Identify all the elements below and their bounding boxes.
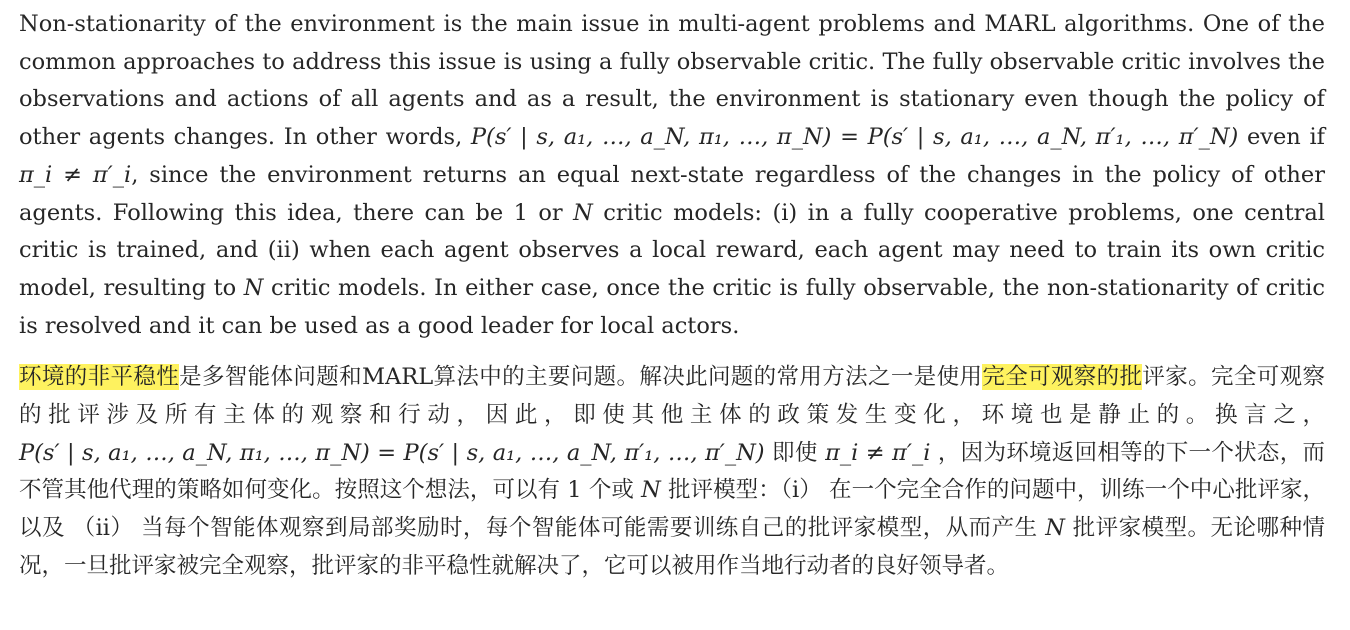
en-equation-main: P(s′ | s, a₁, …, a_N, π₁, …, π_N) = P(s′ | s, a₁, …, a_N, π′₁, …, π′_N) [470, 124, 1239, 151]
zh-sentence-5: 批评模型：（i） 在一个完全合作的问题中，训练一个中心批评家，以及 （ii） 当每个智能体观察到局部奖励时，每个智能体可能需要训练自己的批评家模型，从而产生 [19, 477, 1325, 542]
zh-sentence-3: 即使 [772, 439, 818, 466]
zh-sentence-1: 是多智能体问题和MARL算法中的主要问题。解决此问题的常用方法之一是使用 [179, 364, 983, 391]
zh-sentence-2: 评家。完全可观察的批评涉及所有主体的观察和行动，因此，即使其他主体的政策发生变化，环境也是静止的。换言之， [19, 364, 1325, 429]
document-body [19, 6, 1325, 586]
english-paragraph [19, 6, 1325, 345]
en-n-symbol-1: N [573, 199, 593, 226]
zh-n-symbol-2: N [1045, 515, 1065, 542]
en-sentence-3: , since the environment returns an equal next-state regardless of the changes in the policy of other agents. Following this idea, there can be 1 or [19, 161, 1325, 226]
en-equation-condition: π_i ≠ π′_i [19, 161, 132, 188]
zh-equation-main: P(s′ | s, a₁, …, a_N, π₁, …, π_N) = P(s′ | s, a₁, …, a_N, π′₁, …, π′_N) [19, 439, 765, 466]
en-n-symbol-2: N [243, 274, 264, 301]
en-sentence-5: critic models. In either case, once the critic is fully observable, the non-stationarity of critic is resolved and it can be used as a good leader for local actors. [19, 274, 1325, 339]
en-sentence-4: critic models: (i) in a fully cooperative problems, one central critic is trained, and (ii) when each agent observes a local reward, each agent may need to train its own critic model, resulting to [19, 199, 1325, 301]
zh-sentence-6: 批评家模型。无论哪种情况，一旦批评家被完全观察，批评家的非平稳性就解决了，它可以被用作当地行动者的良好领导者。 [19, 515, 1325, 579]
zh-equation-condition: π_i ≠ π′_i [825, 439, 931, 466]
chinese-paragraph [19, 359, 1325, 585]
zh-sentence-4: ，因为环境返回相等的下一个状态，而不管其他代理的策略如何变化。按照这个想法，可以有 1 个或 [19, 439, 1326, 504]
zh-highlight-2: 完全可观察的批 [982, 364, 1143, 391]
zh-highlight-1: 环境的非平稳性 [19, 364, 180, 391]
zh-n-symbol-1: N [641, 477, 661, 504]
en-sentence-2: even if [1246, 124, 1325, 151]
en-sentence-1: Non-stationarity of the environment is the main issue in multi-agent problems and MARL algorithms. One of the common approaches to address this issue is using a fully observable critic. The fully observable critic involves the observations and actions of all agents and as a result, the environment is stationary even though the policy of other agents changes. In other words, [19, 11, 1325, 151]
